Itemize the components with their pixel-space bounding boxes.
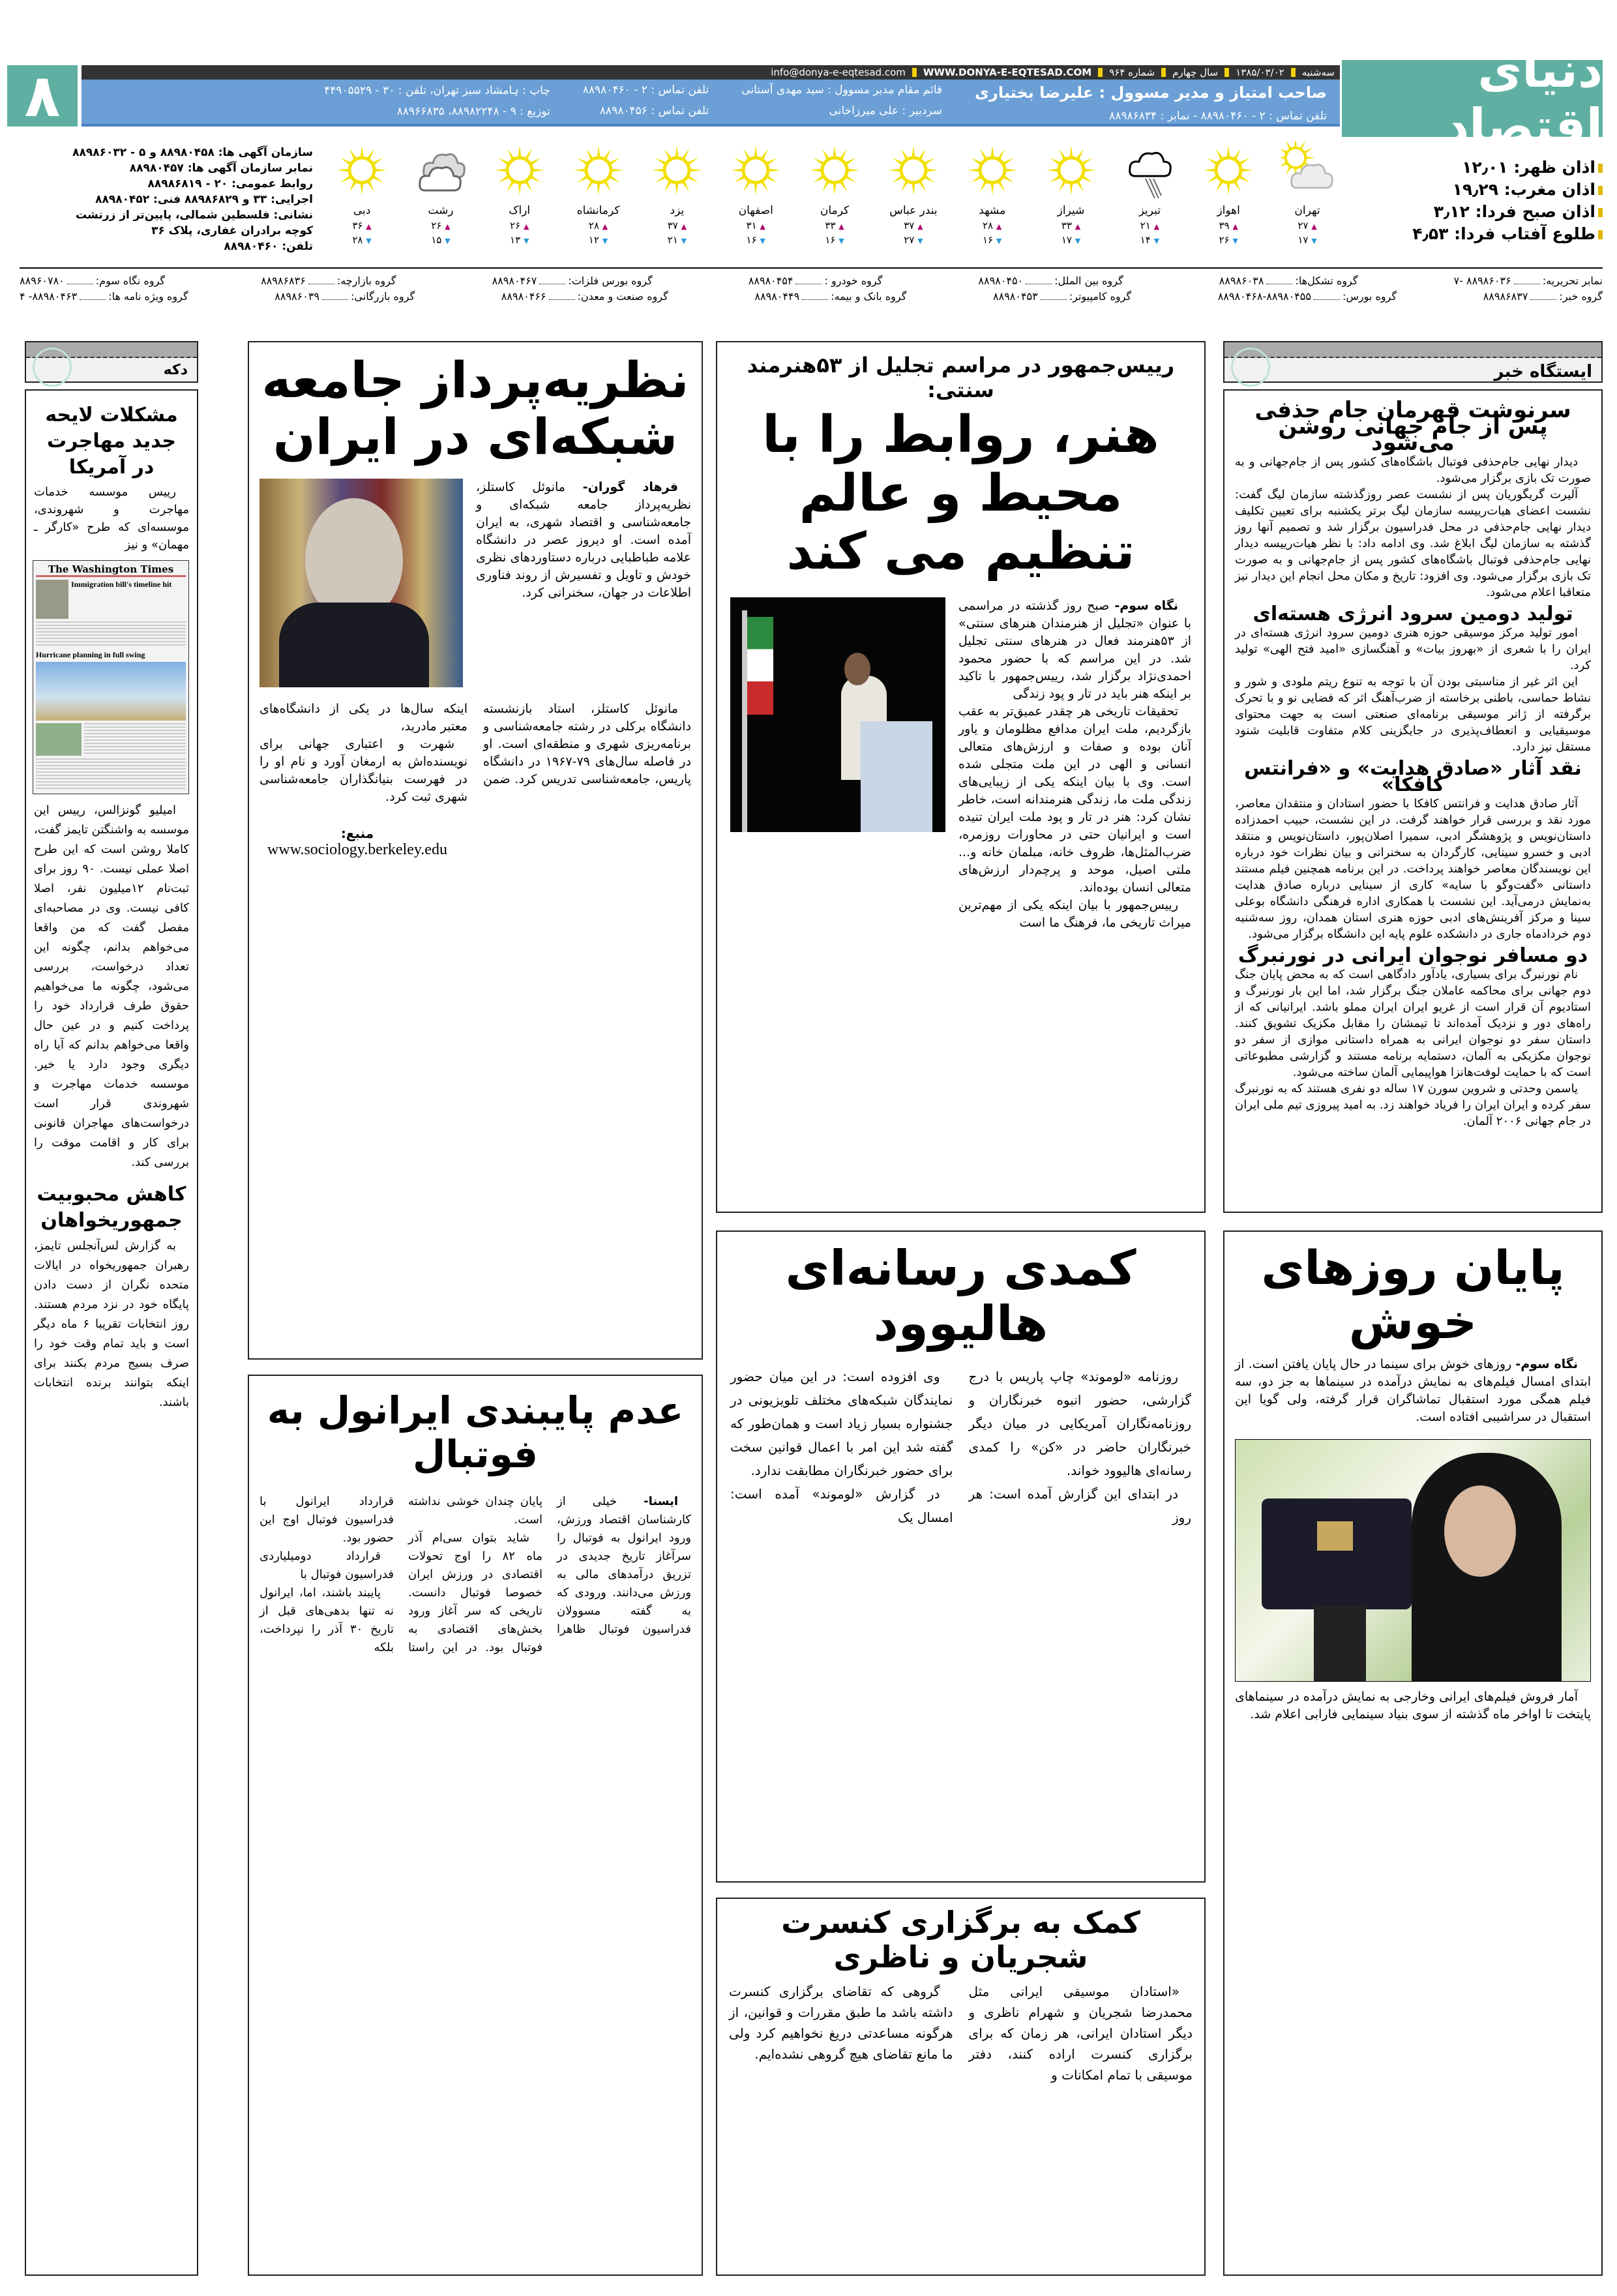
paragraph-text: مانوئل کاستلز، نظریه‌پرداز جامعه شبکه‌ای و جامعه‌شناسی و اقتصاد شهری، به ایران آمده است. او دیروز عصر در دانشگاه علامه طباطبایی درباره دستاوردهای نظری خودش و تاویل و تفسیرش از روند فناوری اطلاعات در جهان، سخنرانی کرد. (476, 479, 691, 600)
contacts-directory (20, 267, 1603, 304)
temp-high-value: ۳۷ (667, 220, 678, 231)
weather-city-9 (563, 141, 634, 265)
temp-high (589, 220, 608, 231)
email-link[interactable]: info@donya-e-eqtesad.com (771, 67, 906, 78)
temp-high (431, 220, 450, 231)
paragraph (730, 1482, 953, 1529)
paragraph-text: «استادان موسیقی ایرانی مثل محمدرضا شجریان و شهرام ناظری و دیگر استادان ایرانی، هر زمان که برای برگزاری کنسرت اراده کنند، دفتر موسیقی با تمام امکانات و (968, 1983, 1193, 2083)
temp-high (747, 220, 765, 231)
globe-icon (33, 348, 72, 387)
contact-number: ۸۸۹۸۶۸۳۶ (261, 274, 306, 287)
contact-label: گروه نگاه سوم: (95, 274, 166, 287)
temp-low-value: ۱۴ (1140, 234, 1151, 246)
temp-low-value: ۲۶ (1219, 234, 1230, 246)
contact-label: گروه صنعت و معدن: (577, 290, 668, 303)
source-url[interactable]: www.sociology.berkeley.edu (267, 841, 447, 858)
paragraph-text: وی افزوده است: در این میان حضور نمایندگان شبکه‌های مختلف تلویزیونی در جشنواره بسیار زیاد است و همان‌طور که گفته شد این امر با اعمال قوانین سخت برای حضور خبرنگاران مطابقت ندارد. (730, 1369, 953, 1479)
sun-icon (730, 141, 782, 203)
city-name: کرمانشاه (576, 204, 620, 217)
down-triangle-icon: ▼ (838, 237, 844, 245)
temp-low (904, 234, 923, 246)
paragraph (958, 703, 1191, 897)
section-header-kiosk (25, 341, 198, 383)
up-triangle-icon: ▲ (838, 222, 844, 231)
contacts-row (20, 288, 1603, 304)
paragraph (969, 1482, 1192, 1529)
city-name: رشت (428, 204, 454, 217)
up-triangle-icon: ▲ (1075, 222, 1081, 231)
contact-number: ۸۸۹۸۰۴۶۶ (501, 290, 546, 303)
contact-label: گروه خودرو : (824, 274, 883, 287)
up-triangle-icon: ▲ (366, 222, 372, 231)
paragraph (969, 1365, 1192, 1482)
contact-item (754, 290, 906, 303)
temp-low-value: ۲۸ (352, 234, 363, 246)
sun-icon (808, 141, 861, 203)
contact-label: گروه بازرگانی: (351, 290, 415, 303)
temp-high (1219, 220, 1238, 231)
cloudy-icon (415, 141, 467, 203)
headline: عدم پایبندی ایرانول به فوتبال (267, 1388, 684, 1476)
temp-low (668, 234, 687, 246)
weather-city-2 (1114, 141, 1185, 265)
temp-low-value: ۱۷ (1061, 234, 1072, 246)
contact-label: گروه بورس: (1342, 290, 1397, 303)
city-name: دبی (353, 204, 371, 217)
globe-icon (1231, 348, 1270, 387)
paragraph (958, 897, 1191, 932)
prayer-time (1369, 223, 1603, 245)
weather-city-12 (326, 141, 398, 265)
issue-day: سه‌شنبه (1301, 67, 1335, 78)
temp-low-value: ۱۳ (510, 234, 521, 246)
paragraph-text: رییس‌جمهور با بیان اینکه یکی از مهم‌ترین میراث تاریخی ما، فرهنگ ما است (958, 898, 1191, 931)
paragraph-text: امیلیو گونزالس، رییس این موسسه به واشنگتن تایمز گفت، کاملا روشن است که این طرح اصلا عملی نیست. ۹۰ روز برای ثبت‌نام ۱۲میلیون نفر، اصلا کافی نیست. وی در مصاحبه‌ای مفصل گفت که من واقعا می‌خواهم بدانم، چگونه این تعداد درخواست، بررسی می‌شود، چگونه ما می‌خواهیم حقوق طرف قرارداد خود را پرداخت کنیم و در عین حال واقعا می‌خواهم بدانم که آیا راه دیگری وجود دارد یا خیر. موسسه خدمات مهاجرت و شهروندی قرار است درخواست‌های مهاجران قانونی برای کار و اقامت موقت را بررسی کند. (34, 803, 189, 1169)
weather-city-3 (1035, 141, 1107, 265)
weather-city-5 (878, 141, 949, 265)
paragraph-text: گروهی که تقاضای برگزاری کنسرت داشته باشد ما طبق مقررات و قوانین، از هرگونه مساعدتی دریغ نخواهیم کرد ولی ما مانع تقاضای هیچ گروهی نشده‌ایم. (729, 1983, 953, 2062)
temp-high-value: ۳۱ (746, 220, 757, 231)
ad-info-line: تلفن: ۸۸۹۸۰۴۶۰ (224, 240, 313, 253)
contact-number: ۸۸۹۸۰۴۶۳- ۴ (20, 290, 78, 303)
contact-item (993, 290, 1131, 303)
news-item-paragraph: نام نورنبرگ برای بسیاری، یادآور دادگاهی است که به محض پایان جنگ دوم جهانی برای محاکمه عاملان جنگ برگزار شد، اما این بار نورنبرگ و استادیوم آن قرار است از غریو ایران ایران مملو باشد. ایرانیانی که از راه‌های دور و نزدیک آمده‌اند تا تیمشان را مقابل مکزیک تشویق کنند. داستان سفر دو نوجوان ایرانی به همراه داستانی موازی از سفر دو نوجوان مکزیکی به آلمان، دستمایه برنامه مستند و گزارشی مطبوعاتی است که با حمایت لوفت‌هانزا هواپیمایی آلمان ساخته می‌شود. (1235, 968, 1591, 1079)
temp-high-value: ۳۶ (352, 220, 363, 231)
sun-icon (572, 141, 625, 203)
article-art (716, 341, 1206, 1213)
down-triangle-icon: ▼ (445, 237, 451, 245)
photo-castells (260, 479, 463, 687)
city-name: مشهد (979, 204, 1006, 217)
contact-item (1219, 275, 1358, 287)
contact-number: ۸۸۹۸۰۴۵۰ (978, 274, 1024, 287)
temp-high (825, 220, 844, 231)
ad-info-line: سازمان آگهی ها: ۸۸۹۸۰۴۵۸ و ۵ - ۸۸۹۸۶۰۳۲ (72, 146, 313, 159)
contact-item (1218, 290, 1397, 303)
news-item-paragraph: آثار صادق هدایت و فرانتس کافکا با حضور استادان و منتقدان معاصر، مورد نقد و بررسی قرار خواهند گرفت. در این نشست، حبیب احمدزاده داستان‌نویس و پژوهشگر ادبی، سمیرا اصلان‌پور، داستان‌نویس و منتقد ادبی و خسرو سینایی، کارگردان به سخنرانی و بیان نظرات خود درباره این نویسندگان معاصر خواهند پرداخت. در این برنامه همچنین فیلم مستند داستانی «گفت‌وگو با سایه» کاری از سینایی درباره صادق هدایت به‌نمایش درمی‌آید. این نشست با همکاری اداره فرهنگی دانشگاه بوعلی سینا و مرکز آفرینش‌های ادبی حوزه هنری استان همدان، روز سه‌شنبه دوم خردادماه جاری در دانشکده علوم پایه این دانشگاه برگزار می‌شود. (1235, 797, 1591, 941)
temp-low (1298, 234, 1316, 246)
section-label: ایستگاه خبر (1494, 362, 1592, 381)
headline: کمدی رسانه‌ای هالیوود (785, 1240, 1136, 1352)
temp-low (747, 234, 765, 246)
camera-shape (1262, 1498, 1412, 1609)
city-name: شیراز (1057, 204, 1085, 217)
sun-icon (1202, 141, 1254, 203)
contact-label: گروه کامپیوتر: (1069, 290, 1132, 303)
paragraph-text: مانوئل کاستلز، استاد بازنشسته دانشگاه برکلی در رشته جامعه‌شناسی و برنامه‌ریزی شهری و منطقه‌ای است. او در فاصله سال‌های ۷۹-۱۹۶۷ در دانشگاه پاریس، جامعه‌شناسی تدریس کرد. ضمن اینکه سال‌ها در یکی از دانشگاه‌های معتبر مادرید، (260, 701, 691, 786)
thumb-headline-2: Hurricane planning in full swing (36, 650, 145, 659)
contacts-row (20, 273, 1603, 288)
article-iranol-football (248, 1375, 703, 2276)
washington-times-thumbnail (33, 560, 189, 794)
temp-high (1140, 220, 1159, 231)
contact-number: ۸۸۹۸۶۸۳۷ (1483, 290, 1528, 303)
prayer-time-text: اذان مغرب: ۱۹٫۲۹ (1452, 180, 1595, 199)
issue-number: شماره ۹۶۴ (1109, 67, 1155, 78)
temp-high (510, 220, 529, 231)
temp-low-value: ۱۶ (825, 234, 836, 246)
paragraph-text: شاید بتوان سی‌ام آذر ماه ۸۲ را اوج تحولات اقتصادی در ورزش ایران خصوصا فوتبال دانست. تاریخی که سر آغاز ورود بخش‌های اقتصادی به فوتبال بود. در این راستا قرارداد ایرانول با فدراسیون فوتبال اوج این حضور بود. (260, 1495, 542, 1655)
paragraph-text: صبح روز گذشته در مراسمی با عنوان «تجلیل از هنرمندان هنرهای سنتی» از ۵۳هنرمند فعال در هنرهای سنتی تجلیل شد. در این مراسم که با حضور محمود احمدی‌نژاد برگزار شد، رییس‌جمهور با تاکید بر اینکه هنر باید در تار و پود زندگی (958, 599, 1192, 702)
contact-label: گروه تشکل‌ها: (1295, 274, 1358, 287)
ad-info-line: نمابر سازمان آگهی ها: ۸۸۹۸۰۴۵۷ (129, 162, 313, 175)
paragraph (34, 483, 189, 554)
sun-icon (494, 141, 546, 203)
temp-low (510, 234, 529, 246)
down-triangle-icon: ▼ (996, 237, 1002, 245)
contact-item (978, 275, 1123, 287)
weather-forecast (326, 141, 1343, 265)
page-number: ۸ (7, 65, 78, 127)
editor: سردبیر : علی میرزاخانی (829, 104, 942, 117)
ad-info (20, 145, 313, 254)
source-label: منبع: (340, 825, 374, 841)
contact-item (20, 275, 165, 287)
contact-number: ۸۸۹۸۰۴۵۵-۸۸۹۸۰۴۶۸ (1217, 290, 1311, 303)
kicker: رییس‌جمهور در مراسم تجلیل از ۵۳هنرمند سنتی: (747, 353, 1175, 402)
contact-number: ۸۸۹۸۰۴۵۴ (748, 274, 794, 287)
news-station-box (1223, 389, 1603, 1213)
sun-icon (336, 141, 388, 203)
down-triangle-icon: ▼ (1311, 237, 1317, 245)
down-triangle-icon: ▼ (602, 237, 608, 245)
contact-number: ۸۸۹۸۶۰۳۸ (1219, 274, 1264, 287)
paragraph-text: پایبند باشند، اما، ایرانول نه تنها بدهی‌های قبل از تاریخ ۳۰ آذر را نپرداخت، بلکه (260, 1586, 394, 1655)
paragraph-text: تحقیقات تاریخی هر چقدر عمیق‌تر به عقب بازگردیم، ملت ایران مدافع مظلومان و یاور آنان بوده و صفات و ارزش‌های متعالی انسانی و الهی در این ملت متجلی شده است. وی با بیان اینکه یکی از زیبایی‌های زندگی ملت ما، زندگی هنرمندانه است، خاطر نشان کرد: هنر در تار و پود ملت ایران تنیده است و ایرانیان حتی در محاورات روزمره، ضرب‌المثل‌ها، ظروف خانه، مبلمان خانه و... ملتی اصیل، موحد و پرچم‌دار ارزش‌های متعالی انسان بوده‌اند. (958, 704, 1191, 895)
temp-low (983, 234, 1001, 246)
prayer-times (1369, 157, 1603, 245)
news-item-paragraph: یاسمن وحدتی و شروین سورن ۱۷ ساله دو نفری هستند که به نورنبرگ سفر کرده و ایران ایران را فریاد خواهند زد. به امید پیروزی تیم ملی ایران در جام جهانی ۲۰۰۶ آلمان. (1235, 1082, 1591, 1128)
sun-icon (966, 141, 1018, 203)
photo-filmmaker (1235, 1439, 1591, 1682)
city-name: کرمان (820, 204, 850, 217)
up-triangle-icon: ▲ (1311, 222, 1317, 231)
down-triangle-icon: ▼ (1232, 237, 1238, 245)
temp-low-value: ۱۵ (431, 234, 442, 246)
kiosk-column (25, 389, 198, 2276)
temp-low (431, 234, 450, 246)
temp-low (352, 234, 371, 246)
headline: هنر، روابط را با محیط و عالم تنظیم می کند (762, 406, 1159, 582)
contact-label: گروه بورس فلزات: (568, 274, 653, 287)
temp-low (1219, 234, 1238, 246)
ad-info-line: اجرایی: ۳۳ و ۸۸۹۸۶۸۲۹ فنی: ۸۸۹۸۰۴۵۲ (95, 193, 313, 206)
temp-low (825, 234, 844, 246)
paragraph (1235, 1688, 1591, 1723)
contact-item (749, 275, 883, 287)
paragraph-text: خیلی از کارشناسان اقتصاد ورزش، ورود ایرانول به فوتبال را سرآغاز تاریخ جدیدی در تزریق درآمدهای مالی به ورزش می‌دانند. ورودی که به گفته مسوولان فدراسیون فوتبال ظاهرا پایان چندان خوشی نداشته است. (408, 1495, 691, 1637)
paragraph-text: روزنامه «لوموند» چاپ پاریس با درج گزارشی، حضور انبوه خبرنگاران و روزنامه‌نگاران آمریکایی در میان دیگر خبرنگاران حاضر در «کن» را کمدی رسانه‌ای هالیوود خواند. (968, 1369, 1191, 1479)
prayer-time-text: طلوع آفتاب فردا: ۴٫۵۳ (1412, 224, 1595, 243)
temp-high (1061, 220, 1080, 231)
website-link[interactable]: WWW.DONYA-E-EQTESAD.COM (923, 67, 1092, 78)
down-triangle-icon: ▼ (681, 237, 687, 245)
paragraph (958, 597, 1191, 703)
section-header-news-station (1223, 341, 1603, 383)
contact-number: ۸۸۹۸۰۴۴۹ (754, 290, 800, 303)
paragraph-text: قرارداد دومیلیاردی فدراسیون فوتبال با (260, 1549, 394, 1582)
temp-high-value: ۳۷ (904, 220, 915, 231)
thumb-masthead: The Washington Times (36, 563, 186, 577)
up-triangle-icon: ▲ (917, 222, 923, 231)
deputy: قائم مقام مدیر مسوول : سید مهدی آستانی (741, 83, 942, 97)
contact-number: ۸۸۹۸۶۰۳۶ -۷ (1453, 274, 1511, 287)
sun-icon (651, 141, 703, 203)
temp-low-value: ۲۱ (667, 234, 678, 246)
news-item-paragraph: امور تولید مرکز موسیقی حوزه هنری دومین سرود انرژی هسته‌ای در ایران را با شعری از «بهروز بیات» و آهنگسازی «امید فتح الهی» تولید کرد. (1235, 626, 1591, 672)
temp-low (589, 234, 608, 246)
contact-label: گروه ویژه نامه ها: (108, 290, 188, 303)
partly-cloudy-icon (1281, 141, 1333, 203)
city-name: تبریز (1138, 204, 1161, 217)
editor-phone: تلفن تماس : ۸۸۹۸۰۴۵۶ (599, 104, 709, 117)
city-name: اهواز (1217, 204, 1240, 217)
down-triangle-icon: ▼ (1153, 237, 1160, 245)
news-item-title: دو مسافر نوجوان ایرانی در نورنبرگ (1238, 944, 1588, 967)
up-triangle-icon: ▲ (681, 222, 687, 231)
issue-year: سال چهارم (1172, 67, 1219, 78)
up-triangle-icon: ▲ (760, 222, 765, 231)
sun-icon (887, 141, 940, 203)
paragraph-text: آمار فروش فیلم‌های ایرانی وخارجی به نمایش درآمده در سینماهای پایتخت تا اواخر ماه گذشته از سوی بنیاد سینمایی فارابی اعلام شد. (1235, 1689, 1591, 1722)
temp-high-value: ۲۸ (588, 220, 599, 231)
temp-low-value: ۱۶ (983, 234, 994, 246)
paragraph (34, 1236, 189, 1412)
paragraph (969, 1981, 1193, 2085)
distribution-info: توزیع : ۹ - ۸۸۹۸۲۲۴۸، ۸۸۹۶۶۸۳۵ (396, 105, 550, 118)
temp-high-value: ۲۷ (1298, 220, 1309, 231)
paragraph (729, 1981, 953, 2065)
contact-number: ۸۸۹۶۰۷۸۰ (20, 274, 65, 287)
news-item-paragraph: آلیرت گریگوریان پس از نشست عصر روزگذشته سازمان لیگ گفت: نشست اعضای هیات‌رییسه سازمان لیگ برتر یکشنبه برای تعیین تکلیف دیدار نهایی جام‌حذفی در محل فدراسیون برگزار شد و تصمیم آنها روز گذشته به سازمان لیگ ابلاغ شد. وی ادامه داد: با نظر هیات‌رییسه دیدار نهایی جام‌حذفی فوتبال باشگاه‌های کشور پس از جام‌جهانی و به صورت تک بازی برگزار می‌شود. وی افزود: تاریخ و مکان محل انجام این دیدار نیز متعاقبا اعلام می‌شود. (1235, 488, 1591, 599)
prayer-time-text: اذان صبح فردا: ۳٫۱۲ (1433, 202, 1595, 221)
temp-high-value: ۲۸ (983, 220, 994, 231)
temp-high (1298, 220, 1316, 231)
publisher-phone: تلفن تماس : ۲ - ۸۸۹۸۰۴۶۰ - نمابر : ۸۸۹۸۶۸۳۴ (1109, 110, 1327, 123)
newspaper-logo: دنیای اقتصاد (1342, 60, 1603, 137)
news-item-paragraph: این اثر غیر از مناسبتی بودن آن با توجه به تنوع ریتم ملودی و شور و نشاط حماسی، باطنی برخاسته از ضرب‌آهنگ اثر که فضایی نو و با تحرک برگرفته از ژانر موسیقی برنامه‌ای صنعتی است به جهت محتوای موسیقیایی و انعطاف‌پذیری در جایگزینی کلام متفاوت قابلیت شنود مستقل نیز دارد. (1235, 675, 1591, 754)
news-item-paragraph: دیدار نهایی جام‌حذفی فوتبال باشگاه‌های کشور پس از جام‌جهانی و به صورت تک بازی برگزار می‌شود. (1235, 455, 1591, 485)
contact-item (20, 290, 188, 303)
paragraph-text: به گزارش لس‌آنجلس تایمز، رهبران جمهوریخواه در ایالات متحده نگران از دست دادن پایگاه خود در نزد مردم هستند. روز انتخابات تقریبا ۶ ماه دیگر است و باید تمام وقت خود را صرف بسیج مردم بکنند برای اینکه بتوانند برنده انتخابات باشند. (34, 1239, 189, 1409)
contact-item (492, 275, 653, 287)
up-triangle-icon: ▲ (602, 222, 608, 231)
ad-info-line: روابط عمومی: ۲۰ - ۸۸۹۸۶۸۱۹ (147, 177, 313, 190)
headline: پایان روزهای خوش (1261, 1240, 1565, 1349)
article-hollywood (716, 1230, 1206, 1883)
paragraph (260, 736, 467, 806)
temp-low-value: ۲۷ (904, 234, 915, 246)
paragraph (260, 1547, 394, 1584)
weather-city-11 (405, 141, 477, 265)
down-triangle-icon: ▼ (366, 237, 372, 245)
temp-low-value: ۱۲ (588, 234, 599, 246)
contact-item (261, 275, 396, 287)
paragraph (34, 801, 189, 1172)
ad-info-line: کوچه برادران غفاری، پلاک ۳۶ (151, 224, 313, 237)
paragraph-text: در گزارش «لوموند» آمده است: امسال یک (730, 1486, 953, 1526)
contact-number: ۸۸۹۸۶۰۳۹ (274, 290, 320, 303)
paragraph (476, 479, 691, 602)
headline: نظریه‌پرداز جامعه شبکه‌ای در ایران (261, 351, 689, 466)
issue-date: ۱۳۸۵/۰۳/۰۲ (1236, 67, 1284, 78)
article-network-society (248, 341, 703, 1360)
city-name: یزد (670, 204, 685, 217)
publisher: صاحب امتیاز و مدیر مسوول : علیرضا بختیاری (975, 83, 1327, 102)
lead-kicker: نگاه سوم- (1515, 1356, 1578, 1371)
down-triangle-icon: ▼ (760, 237, 765, 245)
weather-city-7 (720, 141, 792, 265)
temp-high-value: ۲۶ (431, 220, 442, 231)
flag-shape (747, 617, 773, 715)
lead-kicker: نگاه سوم- (1114, 599, 1178, 614)
temp-low (1140, 234, 1159, 246)
city-name: تهران (1294, 204, 1320, 217)
up-triangle-icon: ▲ (445, 222, 451, 231)
up-triangle-icon: ▲ (996, 222, 1002, 231)
down-triangle-icon: ▼ (523, 237, 529, 245)
contact-number: ۸۸۹۸۰۴۶۷ (492, 274, 537, 287)
news-item-title: تولید دومین سرود انرژی هسته‌ای (1253, 603, 1573, 625)
paragraph (730, 1365, 953, 1482)
contact-number: ۸۸۹۸۰۴۵۳ (992, 290, 1038, 303)
paragraph-text: شهرت و اعتباری جهانی برای نویسنده‌اش به ارمغان آورد و نام او را در فهرست بنیانگذاران جامعه‌شناسی شهری ثبت کرد. (260, 736, 467, 804)
up-triangle-icon: ▲ (1232, 222, 1238, 231)
photo-president-speech (730, 597, 945, 832)
section-label: دکه (163, 362, 188, 378)
temp-high-value: ۲۶ (510, 220, 521, 231)
article-good-days (1223, 1230, 1603, 2276)
ad-info-line: نشانی: فلسطین شمالی، پایین‌تر از زرتشت (76, 209, 313, 222)
sun-icon (1045, 141, 1097, 203)
weather-city-8 (641, 141, 713, 265)
news-item-title: نقد آثار «صادق هدایت» و «فرانتس کافکا» (1244, 757, 1582, 796)
down-triangle-icon: ▼ (1075, 237, 1081, 245)
temp-low (1061, 234, 1080, 246)
masthead-band (82, 80, 1340, 127)
temp-high (668, 220, 687, 231)
down-triangle-icon: ▼ (917, 237, 923, 245)
temp-high-value: ۳۹ (1219, 220, 1230, 231)
issue-strip (82, 65, 1340, 80)
storm-icon (1123, 141, 1176, 203)
temp-low-value: ۱۶ (746, 234, 757, 246)
news-item-title: سرنوشت قهرمان جام حذفی پس از جام جهانی روشن می‌شود (1254, 397, 1571, 456)
paragraph-text: در ابتدای این گزارش آمده است: هر روز (968, 1486, 1191, 1526)
contact-label: گروه خبر: (1559, 290, 1603, 303)
temp-high-value: ۳۳ (1061, 220, 1072, 231)
temp-low-value: ۱۷ (1298, 234, 1309, 246)
article-concert (716, 1898, 1206, 2276)
city-name: بندر عباس (889, 204, 938, 217)
prayer-time (1369, 201, 1603, 223)
print-info: چاپ : ہامشاد سبز تهران، تلفن : ۳۰ - ۴۴۹۰۵۵۲۹ (324, 84, 550, 97)
up-triangle-icon: ▲ (523, 222, 529, 231)
contact-item (1483, 290, 1603, 303)
thumb-headline-1: Immigration bill's timeline hit (71, 580, 172, 589)
paragraph-text: رییس موسسه خدمات مهاجرت و شهروندی، موسسه‌ای که طرح «کارگر ـ مهمان» و نیز (34, 485, 189, 552)
contact-label: نمابر تحریریه: (1542, 274, 1603, 287)
lead-kicker: ایسنا- (644, 1495, 678, 1509)
contact-item (274, 290, 415, 303)
temp-high (352, 220, 371, 231)
city-name: اراک (509, 204, 531, 217)
weather-city-10 (484, 141, 556, 265)
prayer-time (1369, 179, 1603, 201)
contact-label: گروه بین الملل: (1054, 274, 1123, 287)
weather-city-0 (1271, 141, 1343, 265)
headline: کمک به برگزاری کنسرت شجریان و ناظری (781, 1905, 1140, 1975)
temp-high (983, 220, 1001, 231)
headline-republicans: کاهش محبوبیت جمهوریخواهان (37, 1183, 186, 1232)
weather-city-6 (799, 141, 870, 265)
temp-high (904, 220, 923, 231)
paragraph (260, 1584, 394, 1657)
up-triangle-icon: ▲ (1153, 222, 1160, 231)
temp-high-value: ۲۱ (1140, 220, 1151, 231)
deputy-phone: تلفن تماس : ۲ - ۸۸۹۸۰۴۶۰ (582, 83, 709, 97)
lead-kicker: فرهاد گوران- (582, 479, 678, 494)
contact-label: گروه بانک و بیمه: (831, 290, 907, 303)
contact-item (501, 290, 668, 303)
weather-city-4 (957, 141, 1028, 265)
prayer-time-text: اذان ظهر: ۱۲٫۰۱ (1462, 158, 1595, 177)
temp-high-value: ۳۳ (825, 220, 836, 231)
lead-text: روزهای خوش برای سینما در حال پایان یافتن است. از ابتدای امسال فیلم‌های به نمایش درآمده در سینماها به جز دو، سه فیلم همگی مورد استقبال تماشاگران قرار گرفته، ولی گویا این استقبال در سراشیبی افتاده است. (1235, 1356, 1591, 1424)
weather-city-1 (1193, 141, 1264, 265)
city-name: اصفهان (738, 204, 773, 217)
contact-item (1454, 275, 1603, 287)
contact-label: گروه بازارچه: (336, 274, 396, 287)
headline-immigration: مشکلات لایحه جدید مهاجرت در آمریکا (45, 404, 178, 479)
prayer-time (1369, 157, 1603, 179)
source (260, 826, 455, 859)
